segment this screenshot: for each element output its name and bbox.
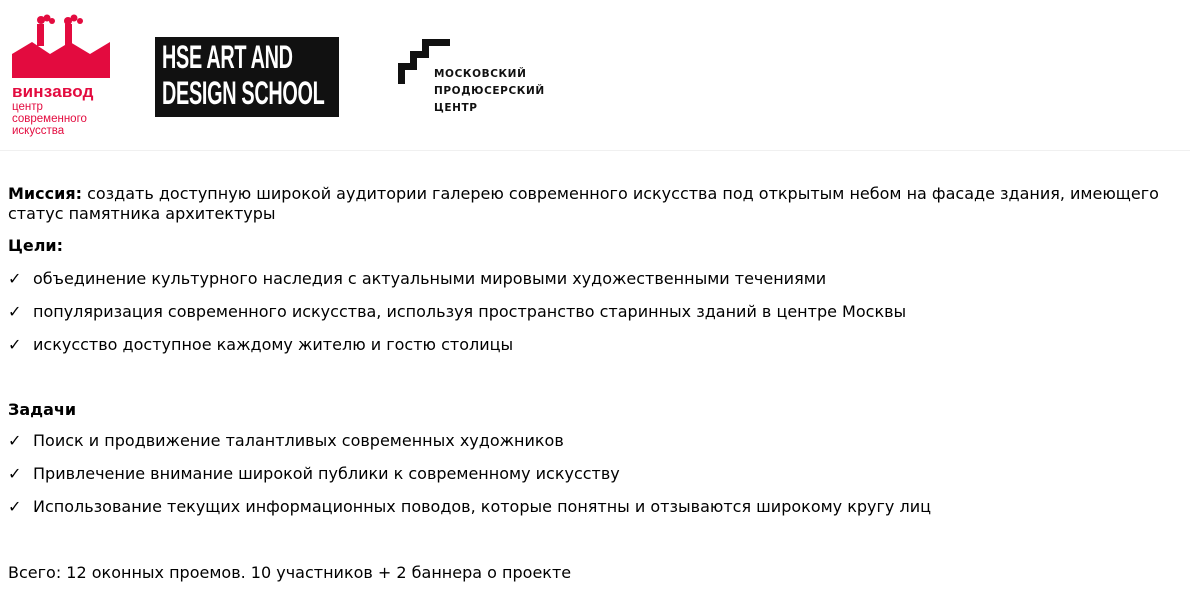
hse-art-design-logo — [155, 37, 339, 117]
mission-paragraph — [8, 184, 1178, 224]
moscow-producer-center-logo — [398, 34, 568, 118]
check-icon: ✓ — [8, 302, 22, 321]
task-text: Использование текущих информационных поводов, которые понятны и отзываются широкому кругу лиц — [33, 497, 931, 516]
goals-heading: Цели: — [8, 236, 64, 255]
mpc-logo-line-2: ПРОДЮСЕРСКИЙ — [434, 85, 545, 97]
mission-text: создать доступную широкой аудитории галерею современного искусства под открытым небом на фасаде здания, имеющего статус памятника архитектуры — [8, 184, 1159, 223]
factory-icon — [10, 14, 120, 84]
goal-text: искусство доступное каждому жителю и гостю столицы — [33, 335, 514, 354]
task-item — [8, 431, 564, 451]
vinzavod-logo — [10, 14, 120, 138]
hse-logo-line-1: HSE ART AND — [162, 39, 293, 75]
task-text: Поиск и продвижение талантливых современных художников — [33, 431, 564, 450]
check-icon: ✓ — [8, 464, 22, 483]
goal-text: популяризация современного искусства, используя пространство старинных зданий в центре Москвы — [33, 302, 907, 321]
goal-item — [8, 335, 513, 355]
goal-text: объединение культурного наследия с актуальными мировыми художественными течениями — [33, 269, 827, 288]
mpc-logo-line-1: МОСКОВСКИЙ — [434, 68, 527, 80]
vinzavod-sub-2: современного — [12, 113, 87, 125]
mission-label: Миссия: — [8, 184, 82, 203]
mpc-logo-line-3: ЦЕНТР — [434, 102, 478, 114]
summary-footer: Всего: 12 оконных проемов. 10 участников + 2 баннера о проекте — [8, 563, 572, 582]
hse-logo-line-2: DESIGN SCHOOL — [162, 75, 325, 111]
vinzavod-sub-3: искусства — [12, 125, 65, 137]
tasks-heading: Задачи — [8, 400, 77, 419]
task-item — [8, 464, 620, 484]
task-item — [8, 497, 931, 517]
check-icon: ✓ — [8, 269, 22, 288]
document-body — [8, 184, 1178, 582]
goal-item — [8, 269, 826, 289]
vinzavod-wordmark: винзавод — [12, 82, 94, 101]
logo-strip — [0, 0, 1190, 151]
vinzavod-sub-1: центр — [12, 101, 43, 113]
check-icon: ✓ — [8, 431, 22, 450]
check-icon: ✓ — [8, 497, 22, 516]
task-text: Привлечение внимание широкой публики к современному искусству — [33, 464, 620, 483]
goal-item — [8, 302, 906, 322]
check-icon: ✓ — [8, 335, 22, 354]
